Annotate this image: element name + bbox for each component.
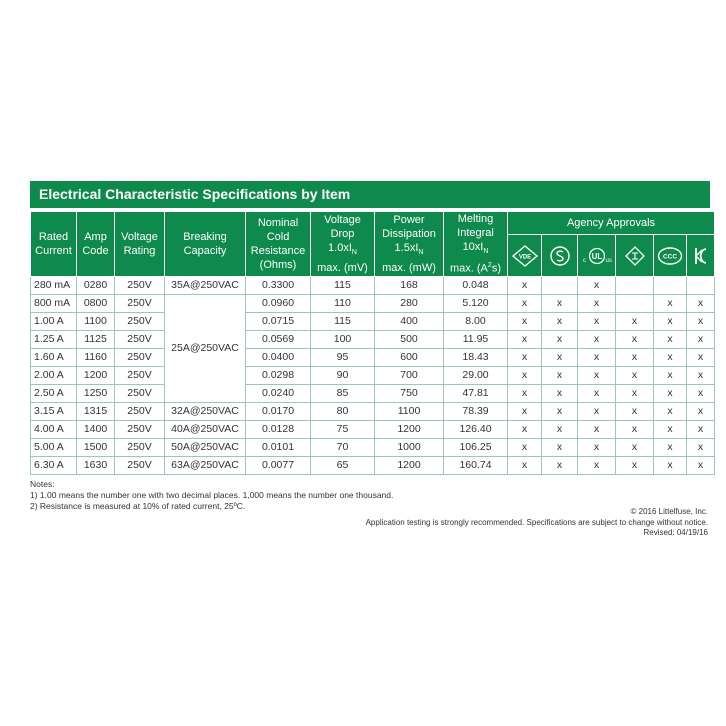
note-1: 1) 1.00 means the number one with two decimal places. 1,000 means the number one thousand. (30, 490, 394, 500)
cell-amp-code: 1400 (77, 420, 115, 438)
svg-text:UL: UL (591, 251, 602, 261)
copyright: © 2016 Littelfuse, Inc. (630, 507, 708, 516)
cell-amp-code: 1630 (77, 456, 115, 474)
cell-resistance: 0.0400 (246, 348, 311, 366)
cell-rated-current: 2.50 A (31, 384, 77, 402)
header-amp-code: Amp Code (77, 212, 115, 277)
cell-kc: x (687, 384, 715, 402)
cell-breaking: 63A@250VAC (165, 456, 246, 474)
notes-heading: Notes: (30, 479, 55, 489)
cell-pse: x (616, 366, 654, 384)
cell-resistance: 0.0240 (246, 384, 311, 402)
cell-cul-us: x (578, 312, 616, 330)
cell-amp-code: 0800 (77, 294, 115, 312)
cell-voltage-drop: 100 (311, 330, 375, 348)
cell-power: 1200 (375, 420, 444, 438)
cell-semko: x (542, 438, 578, 456)
note-2: 2) Resistance is measured at 10% of rated current, 25ºC. (30, 501, 246, 511)
cell-amp-code: 0280 (77, 276, 115, 294)
cell-vde: x (508, 402, 542, 420)
cell-breaking: 50A@250VAC (165, 438, 246, 456)
cell-voltage-drop: 85 (311, 384, 375, 402)
cell-ccc: x (654, 366, 687, 384)
cell-cul-us: x (578, 438, 616, 456)
kc-icon (692, 245, 710, 267)
table-row (31, 330, 715, 348)
header-cul-us (578, 235, 616, 276)
cell-cul-us: x (578, 402, 616, 420)
cell-cul-us: x (578, 384, 616, 402)
table-row (31, 384, 715, 402)
cell-vde: x (508, 420, 542, 438)
cell-voltage-drop: 70 (311, 438, 375, 456)
cell-ccc: x (654, 402, 687, 420)
cell-melting: 126.40 (444, 420, 508, 438)
cell-ccc: x (654, 438, 687, 456)
cell-vde: x (508, 276, 542, 294)
header-melting-integral: Melting Integral $10xI_N$ max. $(A^2s)$ (444, 212, 508, 277)
cell-semko: x (542, 402, 578, 420)
cell-breaking: 40A@250VAC (165, 420, 246, 438)
table-row (31, 438, 715, 456)
header-voltage-drop: Voltage Drop $1.0xI_N$ max. (mV) (311, 212, 375, 277)
cell-ccc: x (654, 456, 687, 474)
cell-voltage: 250V (115, 438, 165, 456)
cell-ccc: x (654, 312, 687, 330)
cell-kc (687, 276, 715, 294)
cell-rated-current: 280 mA (31, 276, 77, 294)
cell-semko: x (542, 366, 578, 384)
cell-rated-current: 6.30 A (31, 456, 77, 474)
header-kc (687, 235, 715, 276)
cell-vde: x (508, 294, 542, 312)
cell-resistance: 0.3300 (246, 276, 311, 294)
cell-cul-us: x (578, 420, 616, 438)
cul-us-icon (580, 245, 614, 267)
cell-melting: 106.25 (444, 438, 508, 456)
cell-kc: x (687, 312, 715, 330)
cell-resistance: 0.0170 (246, 402, 311, 420)
svg-text:us: us (605, 257, 612, 264)
cell-kc: x (687, 348, 715, 366)
semko-icon (549, 245, 571, 267)
cell-resistance: 0.0569 (246, 330, 311, 348)
cell-semko: x (542, 312, 578, 330)
cell-cul-us: x (578, 276, 616, 294)
cell-rated-current: 4.00 A (31, 420, 77, 438)
cell-melting: 18.43 (444, 348, 508, 366)
header-ccc (654, 235, 687, 276)
cell-pse: x (616, 456, 654, 474)
svg-text:VDE: VDE (518, 254, 531, 261)
table-row (31, 312, 715, 330)
cell-voltage-drop: 115 (311, 276, 375, 294)
cell-ccc: x (654, 384, 687, 402)
cell-breaking: 32A@250VAC (165, 402, 246, 420)
cell-kc: x (687, 420, 715, 438)
cell-pse: x (616, 330, 654, 348)
header-breaking-capacity: Breaking Capacity (165, 212, 246, 277)
cell-amp-code: 1250 (77, 384, 115, 402)
cell-pse: x (616, 420, 654, 438)
table-row (31, 456, 715, 474)
cell-voltage: 250V (115, 402, 165, 420)
cell-vde: x (508, 312, 542, 330)
cell-voltage-drop: 110 (311, 294, 375, 312)
cell-kc: x (687, 366, 715, 384)
header-semko (542, 235, 578, 276)
cell-power: 1000 (375, 438, 444, 456)
cell-ccc: x (654, 348, 687, 366)
cell-semko: x (542, 348, 578, 366)
cell-voltage: 250V (115, 420, 165, 438)
cell-resistance: 0.0298 (246, 366, 311, 384)
cell-power: 700 (375, 366, 444, 384)
cell-voltage-drop: 115 (311, 312, 375, 330)
cell-voltage-drop: 90 (311, 366, 375, 384)
cell-cul-us: x (578, 456, 616, 474)
revised-date: Revised: 04/19/16 (643, 528, 708, 537)
cell-power: 1100 (375, 402, 444, 420)
cell-power: 600 (375, 348, 444, 366)
cell-melting: 29.00 (444, 366, 508, 384)
cell-power: 400 (375, 312, 444, 330)
cell-semko: x (542, 330, 578, 348)
cell-power: 168 (375, 276, 444, 294)
cell-semko: x (542, 420, 578, 438)
table-row (31, 276, 715, 294)
svg-text:c: c (582, 257, 586, 264)
cell-voltage-drop: 95 (311, 348, 375, 366)
cell-rated-current: 2.00 A (31, 366, 77, 384)
disclaimer: Application testing is strongly recommended. Specifications are subject to change without notice. (365, 517, 708, 527)
cell-melting: 11.95 (444, 330, 508, 348)
cell-ccc: x (654, 294, 687, 312)
cell-vde: x (508, 438, 542, 456)
cell-pse (616, 276, 654, 294)
cell-amp-code: 1500 (77, 438, 115, 456)
cell-voltage-drop: 80 (311, 402, 375, 420)
cell-melting: 47.81 (444, 384, 508, 402)
cell-voltage-drop: 65 (311, 456, 375, 474)
cell-kc: x (687, 294, 715, 312)
cell-amp-code: 1200 (77, 366, 115, 384)
table-row (31, 366, 715, 384)
cell-kc: x (687, 330, 715, 348)
cell-kc: x (687, 456, 715, 474)
cell-cul-us: x (578, 366, 616, 384)
cell-rated-current: 1.00 A (31, 312, 77, 330)
cell-pse: x (616, 312, 654, 330)
cell-amp-code: 1125 (77, 330, 115, 348)
cell-resistance: 0.0715 (246, 312, 311, 330)
table-row (31, 348, 715, 366)
cell-breaking: 35A@250VAC (165, 276, 246, 294)
cell-voltage: 250V (115, 348, 165, 366)
cell-pse: x (616, 438, 654, 456)
table-title: Electrical Characteristic Specifications by Item (30, 181, 710, 208)
cell-rated-current: 1.60 A (31, 348, 77, 366)
footer (366, 507, 708, 539)
spec-table (30, 211, 715, 475)
cell-melting: 0.048 (444, 276, 508, 294)
cell-breaking-merged: 25A@250VAC (165, 294, 246, 402)
cell-pse: x (616, 348, 654, 366)
cell-cul-us: x (578, 348, 616, 366)
cell-pse (616, 294, 654, 312)
cell-melting: 8.00 (444, 312, 508, 330)
cell-resistance: 0.0128 (246, 420, 311, 438)
ccc-icon (657, 246, 683, 266)
cell-voltage-drop: 75 (311, 420, 375, 438)
cell-vde: x (508, 330, 542, 348)
cell-resistance: 0.0101 (246, 438, 311, 456)
cell-voltage: 250V (115, 276, 165, 294)
vde-icon (512, 245, 538, 267)
cell-voltage: 250V (115, 312, 165, 330)
cell-resistance: 0.0960 (246, 294, 311, 312)
cell-semko: x (542, 456, 578, 474)
cell-voltage: 250V (115, 384, 165, 402)
cell-rated-current: 800 mA (31, 294, 77, 312)
cell-vde: x (508, 384, 542, 402)
cell-resistance: 0.0077 (246, 456, 311, 474)
header-pse (616, 235, 654, 276)
cell-power: 500 (375, 330, 444, 348)
header-resistance: Nominal Cold Resistance (Ohms) (246, 212, 311, 277)
cell-cul-us: x (578, 330, 616, 348)
cell-semko: x (542, 294, 578, 312)
cell-melting: 160.74 (444, 456, 508, 474)
cell-voltage: 250V (115, 330, 165, 348)
cell-power: 1200 (375, 456, 444, 474)
cell-amp-code: 1160 (77, 348, 115, 366)
cell-pse: x (616, 402, 654, 420)
cell-vde: x (508, 348, 542, 366)
cell-semko (542, 276, 578, 294)
cell-kc: x (687, 438, 715, 456)
cell-vde: x (508, 456, 542, 474)
cell-rated-current: 1.25 A (31, 330, 77, 348)
cell-power: 280 (375, 294, 444, 312)
cell-melting: 78.39 (444, 402, 508, 420)
table-row (31, 402, 715, 420)
cell-rated-current: 3.15 A (31, 402, 77, 420)
cell-voltage: 250V (115, 456, 165, 474)
table-row (31, 294, 715, 312)
cell-cul-us: x (578, 294, 616, 312)
pse-icon (624, 245, 646, 267)
cell-melting: 5.120 (444, 294, 508, 312)
header-rated-current: Rated Current (31, 212, 77, 277)
svg-text:CCC: CCC (662, 253, 678, 261)
notes (30, 479, 393, 512)
cell-voltage: 250V (115, 294, 165, 312)
cell-power: 750 (375, 384, 444, 402)
cell-amp-code: 1315 (77, 402, 115, 420)
cell-kc: x (687, 402, 715, 420)
cell-rated-current: 5.00 A (31, 438, 77, 456)
header-vde (508, 235, 542, 276)
cell-ccc: x (654, 420, 687, 438)
cell-semko: x (542, 384, 578, 402)
header-power-dissipation: Power Dissipation $1.5xI_N$ max. (mW) (375, 212, 444, 277)
cell-ccc: x (654, 330, 687, 348)
header-agency-approvals: Agency Approvals (508, 212, 715, 235)
cell-pse: x (616, 384, 654, 402)
header-voltage-rating: Voltage Rating (115, 212, 165, 277)
cell-vde: x (508, 366, 542, 384)
cell-amp-code: 1100 (77, 312, 115, 330)
table-row (31, 420, 715, 438)
cell-ccc (654, 276, 687, 294)
cell-voltage: 250V (115, 366, 165, 384)
